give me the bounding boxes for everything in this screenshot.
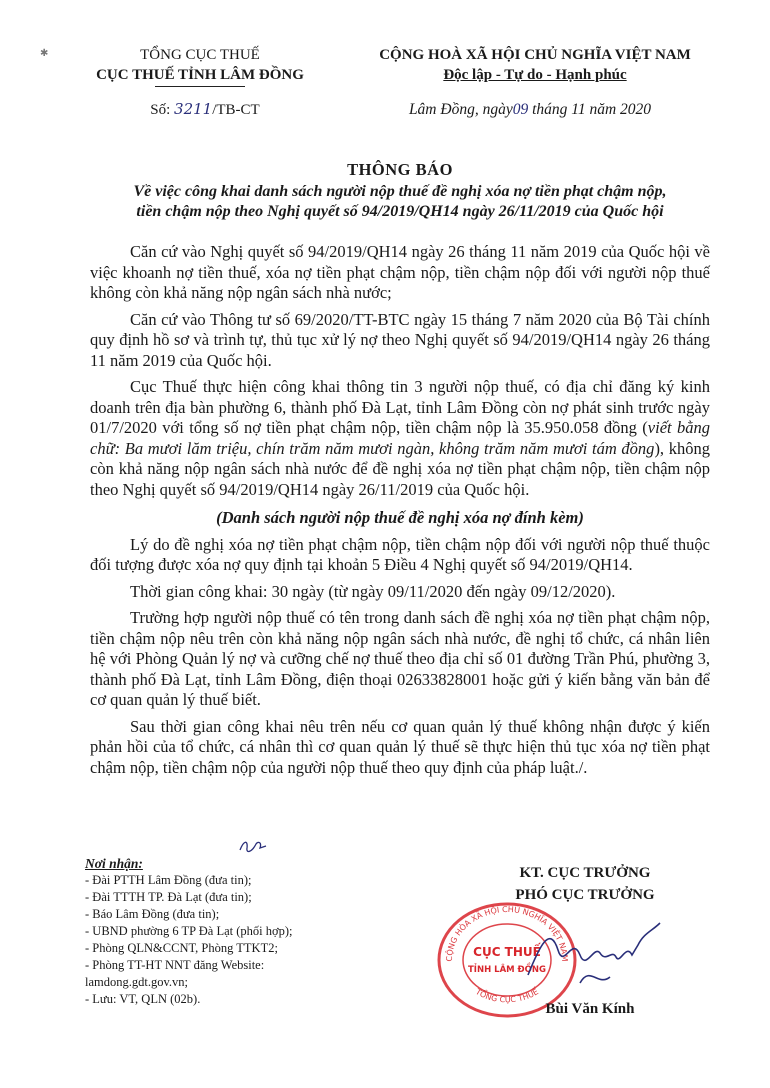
- recipient-item: - UBND phường 6 TP Đà Lạt (phối hợp);: [85, 924, 293, 938]
- doc-no-suffix: /TB-CT: [212, 102, 260, 118]
- national-header: [350, 45, 720, 85]
- document-subtitle: [60, 182, 740, 222]
- doc-no-prefix: Số:: [150, 102, 171, 118]
- recipient-item: - Đài PTTH Lâm Đồng (đưa tin);: [85, 873, 252, 887]
- date-suffix: tháng 11 năm 2020: [532, 101, 652, 118]
- subtitle-line-2: tiền chậm nộp theo Nghị quyết số 94/2019/QH14 ngày 26/11/2019 của Quốc hội: [136, 203, 664, 220]
- country-name: CỘNG HOÀ XÃ HỘI CHỦ NGHĨA VIỆT NAM: [379, 47, 691, 63]
- seal-bottom-text: TỔNG CỤC THUẾ: [473, 987, 541, 1005]
- date-prefix: Lâm Đồng, ngày: [408, 101, 513, 118]
- scan-mark: ✱: [40, 48, 49, 59]
- paragraph-announcement: [90, 377, 710, 500]
- agency-parent: TỔNG CỤC THUẾ: [140, 47, 260, 63]
- seal-ring-text: CỘNG HÒA XÃ HỘI CHỦ NGHĨA VIỆT NAM: [444, 904, 570, 962]
- recipient-item: - Phòng TT-HT NNT đăng Website:: [85, 958, 265, 972]
- document-title: THÔNG BÁO: [347, 160, 453, 179]
- paragraph-legal-basis-2: Căn cứ vào Thông tư số 69/2020/TT-BTC ngày 15 tháng 7 năm 2020 của Bộ Tài chính quy định hồ sơ và trình tự, thủ tục xử lý nợ theo Nghị quyết số 94/2019/QH14 ngày 26 tháng 11 năm 2019 của Quốc hội.: [90, 309, 710, 370]
- doc-no-handwritten: 3211: [174, 100, 213, 118]
- paragraph-closing: Sau thời gian công khai nêu trên nếu cơ quan quản lý thuế không nhận được ý kiến phản hồi của tổ chức, cá nhân thì cơ quan quản lý thuế sẽ thực hiện thủ tục xóa nợ tiền phạt chậm nộp, tiền chậm nộp của người nộp thuế theo quy định của pháp luật./.: [90, 716, 710, 777]
- recipients-block: [85, 855, 405, 1008]
- recipient-item: - Đài TTTH TP. Đà Lạt (đưa tin);: [85, 890, 252, 904]
- paragraph-reason: Lý do đề nghị xóa nợ tiền phạt chậm nộp, tiền chậm nộp đối với người nộp thuế thuộc đối tượng được xóa nợ quy định tại khoản 5 Điều 4 Nghị quyết số 94/2019/QH14.: [90, 534, 710, 574]
- recipients-label: Nơi nhận:: [85, 856, 143, 871]
- document-date: [360, 101, 700, 119]
- agency-name: CỤC THUẾ TỈNH LÂM ĐỒNG: [96, 67, 304, 83]
- initial-mark: [238, 838, 268, 856]
- handwritten-signature: [520, 905, 690, 995]
- date-day-handwritten: 09: [512, 101, 529, 118]
- recipient-item: lamdong.gdt.gov.vn;: [85, 975, 189, 989]
- paragraph-legal-basis-1: Căn cứ vào Nghị quyết số 94/2019/QH14 ngày 26 tháng 11 năm 2019 của Quốc hội về việc khoanh nợ tiền thuế, xóa nợ tiền phạt chậm nộp, tiền chậm nộp đối với người nộp thuế không còn khả năng nộp ngân sách nhà nước;: [90, 242, 710, 302]
- recipient-item: - Phòng QLN&CCNT, Phòng TTKT2;: [85, 941, 278, 955]
- recipient-item: - Báo Lâm Đồng (đưa tin);: [85, 907, 220, 921]
- signer-name: Bùi Văn Kính: [545, 1001, 635, 1017]
- announcement-text-b: ), không còn khả năng nộp ngân sách nhà nước để đề nghị xóa nợ tiền phạt chậm nộp, tiền chậm nộp theo Nghị quyết số 94/2019/QH14 ngày 26/11/2019 của Quốc hội.: [90, 438, 710, 499]
- paragraph-duration: Thời gian công khai: 30 ngày (từ ngày 09/11/2020 đến ngày 09/12/2020).: [130, 581, 616, 601]
- document-number: [90, 100, 320, 119]
- announcement-text-a: Cục Thuế thực hiện công khai thông tin 3 người nộp thuế, có địa chỉ đăng ký kinh doanh trên địa bàn phường 6, thành phố Đà Lạt, tỉnh Lâm Đồng còn nợ phát sinh trước ngày 01/7/2020 với tổng số nợ tiền phạt chậm nộp, tiền chậm nộp là 35.950.058 đồng (: [90, 377, 710, 437]
- attachment-note: (Danh sách người nộp thuế đề nghị xóa nợ đính kèm): [216, 508, 584, 527]
- document-body: [90, 242, 710, 784]
- amount-in-words: viết bằng chữ: Ba mươi lăm triệu, chín trăm năm mươi ngàn, không trăm năm mươi tám đồng: [90, 418, 710, 458]
- recipient-item: - Lưu: VT, QLN (02b).: [85, 992, 201, 1006]
- issuing-agency: [70, 45, 330, 87]
- subtitle-line-1: Về việc công khai danh sách người nộp thuế đề nghị xóa nợ tiền phạt chậm nộp,: [133, 183, 667, 200]
- seal-center-line-2: TỈNH LÂM ĐỒNG: [468, 965, 546, 975]
- agency-underline: [155, 86, 245, 87]
- national-motto: Độc lập - Tự do - Hạnh phúc: [443, 67, 627, 83]
- paragraph-contact: Trường hợp người nộp thuế có tên trong danh sách đề nghị xóa nợ tiền phạt chậm nộp, tiền chậm nộp nêu trên còn khả năng nộp ngân sách nhà nước, đề nghị tổ chức, cá nhân liên hệ với Phòng Quản lý nợ và cưỡng chế nợ thuế theo địa chỉ số 01 đường Trần Phú, phường 3, thành phố Đà Lạt, tỉnh Lâm Đồng, điện thoại 02633828001 hoặc gửi ý kiến bằng văn bản để cơ quan quản lý thuế biết.: [90, 608, 710, 709]
- seal-center-line-1: CỤC THUẾ: [473, 945, 541, 959]
- signature-title-line-2: PHÓ CỤC TRƯỞNG: [515, 887, 655, 903]
- signature-title-line-1: KT. CỤC TRƯỞNG: [519, 865, 651, 881]
